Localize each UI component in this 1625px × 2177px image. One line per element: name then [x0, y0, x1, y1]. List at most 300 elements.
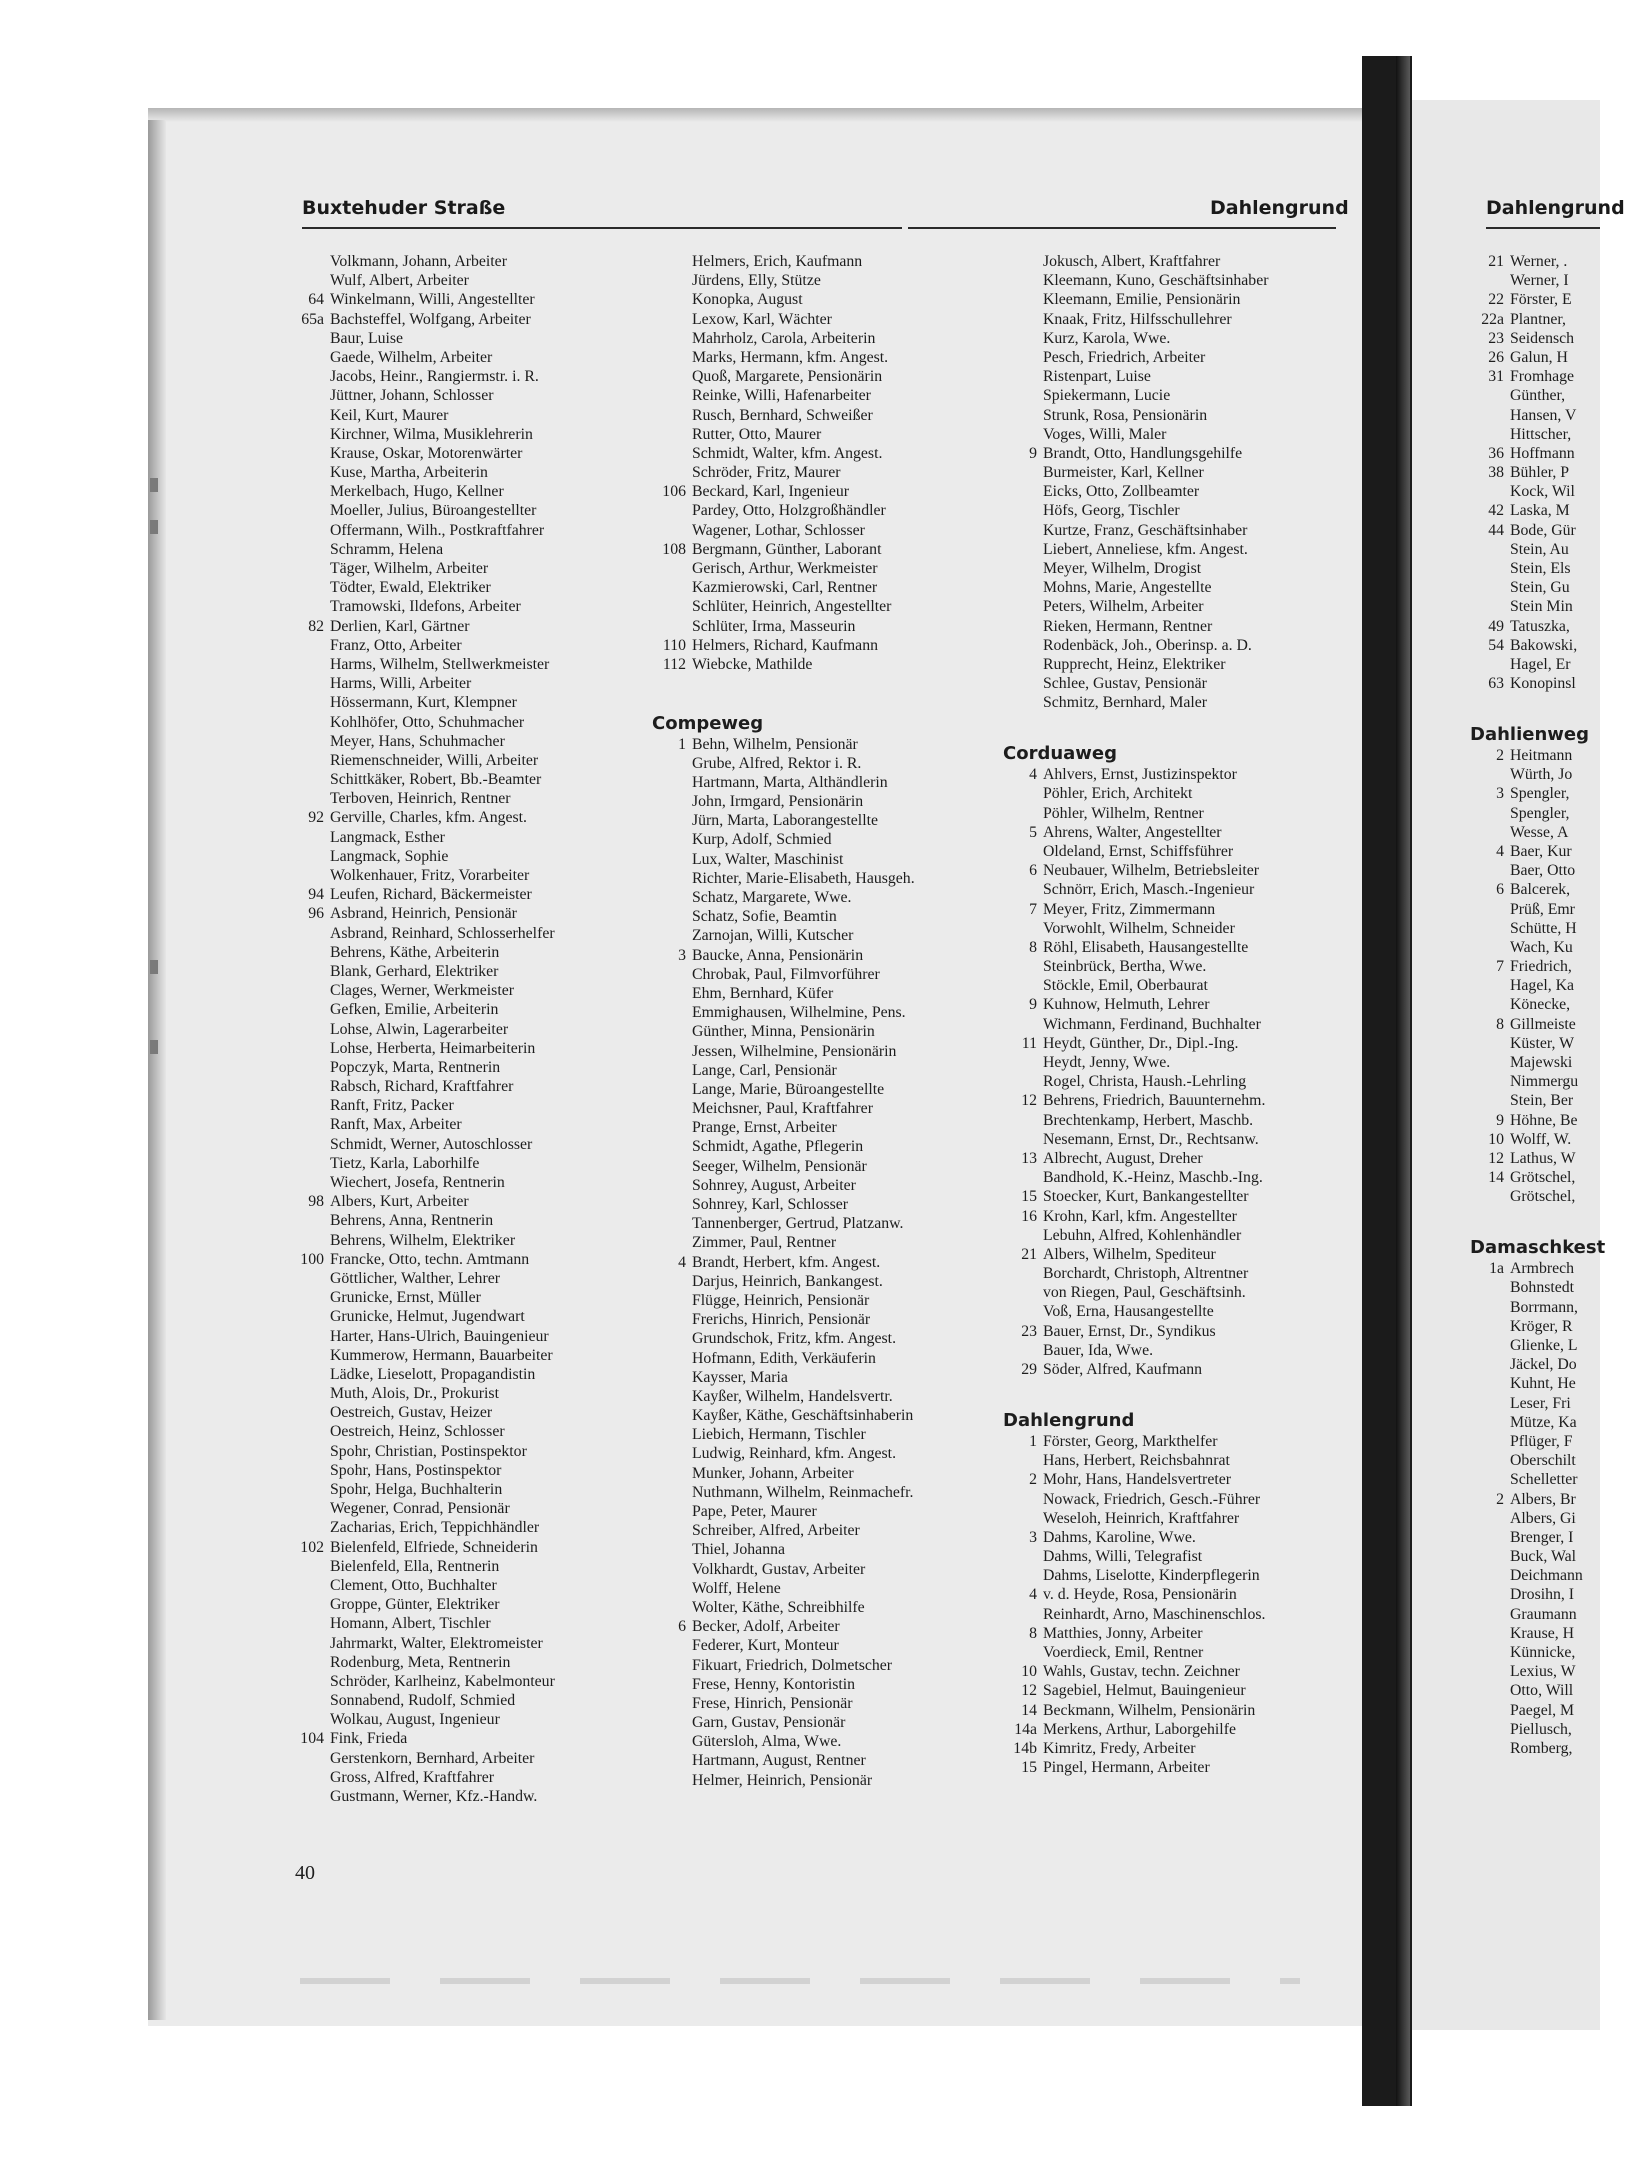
- directory-entry: [1003, 252, 1321, 271]
- resident-entry: Seidensch: [1510, 329, 1575, 347]
- directory-entry: [652, 1598, 970, 1617]
- resident-entry: Brenger, I: [1510, 1528, 1574, 1546]
- resident-entry: Hofmann, Edith, Verkäuferin: [692, 1349, 876, 1367]
- street-heading: Dahlienweg: [1470, 724, 1589, 746]
- resident-entry: Heydt, Günther, Dr., Dipl.-Ing.: [1043, 1034, 1239, 1052]
- house-number: 3: [678, 946, 686, 964]
- resident-entry: Gefken, Emilie, Arbeiterin: [330, 1001, 499, 1019]
- resident-entry: Pesch, Friedrich, Arbeiter: [1043, 348, 1206, 366]
- resident-entry: Bielenfeld, Ella, Rentnerin: [330, 1557, 500, 1575]
- resident-entry: Bandhold, K.-Heinz, Maschb.-Ing.: [1043, 1169, 1263, 1187]
- resident-entry: Voges, Willi, Maler: [1043, 425, 1167, 443]
- directory-entry: [290, 1768, 608, 1787]
- directory-entry: [652, 655, 970, 674]
- resident-entry: Krohn, Karl, kfm. Angestellter: [1043, 1207, 1237, 1225]
- resident-entry: Reinke, Willi, Hafenarbeiter: [692, 387, 871, 405]
- book-gutter-edge: [1396, 56, 1410, 2106]
- directory-entry: [652, 1502, 970, 1521]
- resident-entry: Günther,: [1510, 387, 1566, 405]
- directory-entry: [290, 1192, 608, 1211]
- resident-entry: Schlüter, Irma, Masseurin: [692, 617, 856, 635]
- directory-entry: [1003, 1360, 1321, 1379]
- directory-entry: [1003, 1341, 1321, 1360]
- house-number: 96: [308, 905, 324, 923]
- resident-entry: Kuse, Martha, Arbeiterin: [330, 464, 488, 482]
- resident-entry: Volkhardt, Gustav, Arbeiter: [692, 1560, 866, 1578]
- resident-entry: Ehm, Bernhard, Küfer: [692, 984, 834, 1002]
- resident-entry: Plantner,: [1510, 310, 1566, 328]
- resident-entry: Langmack, Esther: [330, 828, 445, 846]
- directory-entry: [1003, 540, 1321, 559]
- resident-entry: Gillmeiste: [1510, 1015, 1576, 1033]
- resident-entry: Göttlicher, Walther, Lehrer: [330, 1269, 500, 1287]
- directory-entry: [1003, 655, 1321, 674]
- resident-entry: Offermann, Wilh., Postkraftfahrer: [330, 521, 545, 539]
- directory-entry: [652, 1061, 970, 1080]
- resident-entry: Kohlhöfer, Otto, Schuhmacher: [330, 713, 525, 731]
- resident-entry: Wolff, W.: [1510, 1130, 1572, 1148]
- directory-entry: [1003, 1264, 1321, 1283]
- directory-entry: [290, 636, 608, 655]
- resident-entry: Clages, Werner, Werkmeister: [330, 982, 514, 1000]
- directory-entry: [1470, 540, 1600, 559]
- house-number: 104: [300, 1730, 324, 1748]
- resident-entry: Graumann: [1510, 1605, 1577, 1623]
- resident-entry: Neubauer, Wilhelm, Betriebsleiter: [1043, 862, 1260, 880]
- house-number: 92: [308, 809, 324, 827]
- resident-entry: Rusch, Bernhard, Schweißer: [692, 406, 873, 424]
- directory-entry: [652, 1521, 970, 1540]
- directory-entry: [652, 406, 970, 425]
- house-number: 102: [300, 1538, 324, 1556]
- directory-entry: [652, 1732, 970, 1751]
- directory-entry: [1470, 1336, 1600, 1355]
- house-number: 98: [308, 1193, 324, 1211]
- resident-entry: von Riegen, Paul, Geschäftsinh.: [1043, 1284, 1246, 1302]
- directory-entry: [1003, 1130, 1321, 1149]
- directory-entry: [1003, 880, 1321, 899]
- resident-entry: Frerichs, Hinrich, Pensionär: [692, 1311, 871, 1329]
- directory-entry: [652, 1176, 970, 1195]
- resident-entry: Harter, Hans-Ulrich, Bauingenieur: [330, 1327, 549, 1345]
- directory-entry: [290, 981, 608, 1000]
- directory-entry: [652, 1636, 970, 1655]
- directory-entry: [1003, 1207, 1321, 1226]
- resident-entry: Federer, Kurt, Monteur: [692, 1637, 839, 1655]
- resident-entry: Popczyk, Marta, Rentnerin: [330, 1058, 501, 1076]
- directory-entry: [1003, 1758, 1321, 1777]
- resident-entry: Reinhardt, Arno, Maschinenschlos.: [1043, 1605, 1266, 1623]
- resident-entry: Schittkäker, Robert, Bb.-Beamter: [330, 771, 542, 789]
- directory-entry: [1003, 1528, 1321, 1547]
- directory-entry: [290, 1576, 608, 1595]
- directory-entry: [1003, 578, 1321, 597]
- house-number: 4: [1029, 766, 1037, 784]
- resident-entry: Bielenfeld, Elfriede, Schneiderin: [330, 1538, 538, 1556]
- resident-entry: Franz, Otto, Arbeiter: [330, 636, 462, 654]
- directory-entry: [1003, 1072, 1321, 1091]
- resident-entry: Hansen, V: [1510, 406, 1577, 424]
- house-number: 106: [662, 483, 686, 501]
- directory-entry: [1470, 1720, 1600, 1739]
- house-number: 3: [1496, 785, 1504, 803]
- directory-entry: [652, 888, 970, 907]
- directory-entry: [1470, 1317, 1600, 1336]
- directory-entry: [1470, 1053, 1600, 1072]
- resident-entry: Volkmann, Johann, Arbeiter: [330, 253, 507, 270]
- resident-entry: Gustmann, Werner, Kfz.-Handw.: [330, 1788, 538, 1805]
- resident-entry: Spengler,: [1510, 785, 1570, 803]
- resident-entry: Stein, Ber: [1510, 1092, 1574, 1110]
- directory-entry: [652, 1291, 970, 1310]
- directory-entry: [652, 559, 970, 578]
- directory-entry: [1470, 1298, 1600, 1317]
- directory-entry: [652, 1771, 970, 1790]
- page-number: 40: [295, 1862, 315, 1884]
- resident-entry: Bode, Gür: [1510, 521, 1576, 539]
- directory-entry: [1470, 976, 1600, 995]
- resident-entry: Förster, Georg, Markthelfer: [1043, 1432, 1218, 1450]
- directory-entry: [1003, 784, 1321, 803]
- directory-entry: [652, 1694, 970, 1713]
- resident-entry: Jokusch, Albert, Kraftfahrer: [1043, 253, 1221, 270]
- directory-entry: [652, 1214, 970, 1233]
- directory-entry: [1470, 271, 1600, 290]
- directory-entry: [1470, 804, 1600, 823]
- street-heading: Dahlengrund: [1003, 1409, 1135, 1431]
- directory-entry: [1003, 1322, 1321, 1341]
- directory-entry: [1470, 1566, 1600, 1585]
- resident-entry: Dahms, Willi, Telegrafist: [1043, 1548, 1203, 1566]
- resident-entry: Laska, M: [1510, 502, 1570, 520]
- resident-entry: Söder, Alfred, Kaufmann: [1043, 1361, 1203, 1379]
- resident-entry: Frese, Henny, Kontoristin: [692, 1675, 856, 1693]
- directory-entry: [290, 1499, 608, 1518]
- resident-entry: Schröder, Fritz, Maurer: [692, 464, 841, 482]
- resident-entry: Schmidt, Agathe, Pflegerin: [692, 1138, 864, 1156]
- directory-entry: [1470, 1187, 1600, 1206]
- resident-entry: Wolff, Helene: [692, 1579, 781, 1597]
- directory-entry: [1003, 1245, 1321, 1264]
- house-number: 13: [1021, 1149, 1037, 1167]
- resident-entry: Kummerow, Hermann, Bauarbeiter: [330, 1346, 553, 1364]
- house-number: 6: [1029, 862, 1037, 880]
- directory-entry: [1003, 463, 1321, 482]
- directory-entry: [1003, 1187, 1321, 1206]
- resident-entry: Steinbrück, Bertha, Wwe.: [1043, 958, 1207, 976]
- resident-entry: Lexius, W: [1510, 1663, 1576, 1681]
- resident-entry: Kayßer, Wilhelm, Handelsvertr.: [692, 1387, 893, 1405]
- resident-entry: Krause, Oskar, Motorenwärter: [330, 444, 523, 462]
- resident-entry: Brandt, Otto, Handlungsgehilfe: [1043, 444, 1243, 462]
- directory-entry: [652, 1195, 970, 1214]
- directory-entry: [652, 1329, 970, 1348]
- directory-entry: [1003, 1432, 1321, 1451]
- resident-entry: Kuhnow, Helmuth, Lehrer: [1043, 996, 1210, 1014]
- directory-column-3: [1003, 252, 1321, 1777]
- house-number: 22a: [1481, 310, 1504, 328]
- directory-entry: [652, 1310, 970, 1329]
- resident-entry: Bakowski,: [1510, 636, 1578, 654]
- directory-entry: [652, 578, 970, 597]
- directory-entry: [1003, 290, 1321, 309]
- resident-entry: Langmack, Sophie: [330, 847, 449, 865]
- resident-entry: v. d. Heyde, Rosa, Pensionärin: [1043, 1586, 1237, 1604]
- resident-entry: Voerdieck, Emil, Rentner: [1043, 1644, 1204, 1661]
- directory-entry: [290, 290, 608, 309]
- directory-entry: [652, 869, 970, 888]
- resident-entry: Wichmann, Ferdinand, Buchhalter: [1043, 1015, 1261, 1033]
- resident-entry: Grunicke, Ernst, Müller: [330, 1289, 481, 1307]
- resident-entry: Wagener, Lothar, Schlosser: [692, 521, 865, 539]
- house-number: 94: [308, 886, 324, 904]
- directory-entry: [652, 386, 970, 405]
- house-number: 22: [1488, 291, 1504, 309]
- directory-entry: [290, 1634, 608, 1653]
- resident-entry: Schlee, Gustav, Pensionär: [1043, 675, 1207, 693]
- directory-entry: [652, 1022, 970, 1041]
- directory-entry: [1470, 444, 1600, 463]
- directory-entry: [652, 521, 970, 540]
- directory-entry: [1470, 919, 1600, 938]
- directory-entry: [290, 1154, 608, 1173]
- resident-entry: Wach, Ku: [1510, 938, 1573, 956]
- directory-entry: [1470, 823, 1600, 842]
- running-head-next-page: Dahlengrund: [1486, 197, 1625, 219]
- directory-entry: [1470, 1394, 1600, 1413]
- resident-entry: Kurz, Karola, Wwe.: [1043, 329, 1171, 347]
- resident-entry: Bergmann, Günther, Laborant: [692, 540, 882, 558]
- resident-entry: Förster, E: [1510, 291, 1572, 309]
- house-number: 36: [1488, 444, 1504, 462]
- directory-entry: [652, 1387, 970, 1406]
- house-number: 38: [1488, 464, 1504, 482]
- directory-entry: [290, 943, 608, 962]
- house-number: 110: [662, 636, 686, 654]
- directory-entry: [1470, 367, 1600, 386]
- directory-entry: [1470, 1015, 1600, 1034]
- house-number: 10: [1021, 1663, 1037, 1681]
- directory-entry: [1003, 995, 1321, 1014]
- directory-entry: [1470, 386, 1600, 405]
- directory-entry: [652, 830, 970, 849]
- directory-entry: [290, 1595, 608, 1614]
- directory-entry: [290, 1614, 608, 1633]
- directory-entry: [290, 482, 608, 501]
- resident-entry: Stöckle, Emil, Oberbaurat: [1043, 977, 1208, 995]
- house-number: 100: [300, 1250, 324, 1268]
- resident-entry: Meyer, Wilhelm, Drogist: [1043, 560, 1202, 577]
- resident-entry: Balcerek,: [1510, 881, 1571, 899]
- resident-entry: Helmers, Richard, Kaufmann: [692, 636, 878, 654]
- directory-entry: [1470, 1451, 1600, 1470]
- resident-entry: Schröder, Karlheinz, Kabelmonteur: [330, 1672, 555, 1690]
- resident-entry: Glienke, L: [1510, 1337, 1578, 1354]
- resident-entry: Pingel, Hermann, Arbeiter: [1043, 1759, 1210, 1777]
- directory-entry: [290, 828, 608, 847]
- directory-entry: [290, 732, 608, 751]
- resident-entry: Grundschok, Fritz, kfm. Angest.: [692, 1330, 897, 1348]
- resident-entry: Tödter, Ewald, Elektriker: [330, 579, 491, 597]
- resident-entry: Lathus, W: [1510, 1149, 1576, 1167]
- directory-entry: [290, 501, 608, 520]
- directory-entry: [1470, 348, 1600, 367]
- directory-entry: [290, 904, 608, 923]
- directory-entry: [290, 1729, 608, 1748]
- directory-entry: [290, 885, 608, 904]
- resident-entry: Lädke, Lieselott, Propagandistin: [330, 1365, 536, 1383]
- directory-entry: [1003, 406, 1321, 425]
- directory-entry: [652, 1540, 970, 1559]
- directory-entry: [1003, 1624, 1321, 1643]
- directory-entry: [1003, 861, 1321, 880]
- directory-entry: [652, 444, 970, 463]
- house-number: 6: [1496, 881, 1504, 899]
- directory-entry: [652, 773, 970, 792]
- directory-entry: [1003, 674, 1321, 693]
- left-page-edge: [148, 120, 166, 2020]
- resident-entry: Lux, Walter, Maschinist: [692, 850, 844, 868]
- directory-entry: [1470, 1470, 1600, 1489]
- resident-entry: Kayßer, Käthe, Geschäftsinhaberin: [692, 1407, 914, 1425]
- directory-entry: [290, 674, 608, 693]
- directory-entry: [1470, 617, 1600, 636]
- directory-entry: [290, 847, 608, 866]
- resident-entry: Hartmann, Marta, Althändlerin: [692, 773, 888, 791]
- house-number: 21: [1021, 1245, 1037, 1263]
- house-number: 4: [1496, 842, 1504, 860]
- resident-entry: Würth, Jo: [1510, 766, 1573, 784]
- house-number: 5: [1029, 823, 1037, 841]
- resident-entry: Buck, Wal: [1510, 1548, 1577, 1566]
- directory-entry: [1470, 1509, 1600, 1528]
- resident-entry: Brandt, Herbert, kfm. Angest.: [692, 1253, 881, 1271]
- directory-entry: [290, 1384, 608, 1403]
- house-number: 64: [308, 291, 324, 309]
- directory-entry: [1003, 1053, 1321, 1072]
- directory-entry: [1470, 995, 1600, 1014]
- header-rule: [908, 227, 1336, 229]
- resident-entry: Helmers, Erich, Kaufmann: [692, 253, 863, 270]
- header-rule: [1486, 227, 1600, 229]
- directory-entry: [290, 1288, 608, 1307]
- directory-entry: [1003, 1302, 1321, 1321]
- directory-entry: [652, 811, 970, 830]
- resident-entry: Clement, Otto, Buchhalter: [330, 1576, 497, 1594]
- house-number: 26: [1488, 348, 1504, 366]
- resident-entry: Meichsner, Paul, Kraftfahrer: [692, 1100, 873, 1118]
- directory-entry: [652, 540, 970, 559]
- directory-entry: [290, 425, 608, 444]
- directory-entry: [1003, 1720, 1321, 1739]
- resident-entry: Lebuhn, Alfred, Kohlenhändler: [1043, 1226, 1242, 1244]
- directory-entry: [290, 770, 608, 789]
- resident-entry: Vorwohlt, Wilhelm, Schneider: [1043, 919, 1235, 937]
- resident-entry: Matthies, Jonny, Arbeiter: [1043, 1624, 1203, 1642]
- resident-entry: Sagebiel, Helmut, Bauingenieur: [1043, 1682, 1246, 1700]
- house-number: 9: [1029, 996, 1037, 1014]
- directory-entry: [1003, 1681, 1321, 1700]
- directory-entry: [1470, 597, 1600, 616]
- resident-entry: Rogel, Christa, Haush.-Lehrling: [1043, 1073, 1247, 1091]
- resident-entry: Kurtze, Franz, Geschäftsinhaber: [1043, 521, 1248, 539]
- resident-entry: Baer, Kur: [1510, 842, 1572, 860]
- directory-entry: [652, 1425, 970, 1444]
- directory-entry: [1470, 900, 1600, 919]
- directory-entry: [1003, 1283, 1321, 1302]
- directory-entry: [290, 348, 608, 367]
- resident-entry: Röhl, Elisabeth, Hausangestellte: [1043, 938, 1249, 956]
- directory-entry: [1003, 842, 1321, 861]
- house-number: 3: [1029, 1528, 1037, 1546]
- house-number: 4: [1029, 1586, 1037, 1604]
- resident-entry: Zarnojan, Willi, Kutscher: [692, 927, 854, 945]
- directory-entry: [1470, 1739, 1600, 1758]
- directory-entry: [290, 1327, 608, 1346]
- resident-entry: Terboven, Heinrich, Rentner: [330, 790, 511, 808]
- resident-entry: Keil, Kurt, Maurer: [330, 406, 449, 424]
- resident-entry: Harms, Willi, Arbeiter: [330, 675, 472, 693]
- resident-entry: Behrens, Anna, Rentnerin: [330, 1212, 494, 1230]
- directory-entry: [652, 425, 970, 444]
- directory-entry: [290, 1077, 608, 1096]
- directory-entry: [1470, 559, 1600, 578]
- house-number: 42: [1488, 502, 1504, 520]
- directory-entry: [1003, 425, 1321, 444]
- directory-entry: [290, 1058, 608, 1077]
- directory-entry: [290, 271, 608, 290]
- directory-entry: [652, 367, 970, 386]
- resident-entry: Quoß, Margarete, Pensionärin: [692, 368, 883, 386]
- directory-entry: [1003, 957, 1321, 976]
- resident-entry: Hoffmann: [1510, 444, 1575, 462]
- directory-entry: [652, 1042, 970, 1061]
- house-number: 8: [1029, 938, 1037, 956]
- directory-entry: [1470, 861, 1600, 880]
- resident-entry: Marks, Hermann, kfm. Angest.: [692, 348, 889, 366]
- resident-entry: Prüß, Emr: [1510, 900, 1575, 918]
- resident-entry: Eicks, Otto, Zollbeamter: [1043, 483, 1200, 501]
- resident-entry: Albers, Wilhelm, Spediteur: [1043, 1245, 1216, 1263]
- resident-entry: Stein, Els: [1510, 560, 1571, 577]
- resident-entry: Blank, Gerhard, Elektriker: [330, 962, 499, 980]
- resident-entry: Gütersloh, Alma, Wwe.: [692, 1733, 842, 1751]
- resident-entry: Höfs, Georg, Tischler: [1043, 502, 1180, 520]
- directory-entry: [290, 252, 608, 271]
- resident-entry: Tatuszka,: [1510, 617, 1570, 635]
- directory-entry: [652, 735, 970, 754]
- resident-entry: Dahms, Liselotte, Kinderpflegerin: [1043, 1567, 1260, 1585]
- resident-entry: Albrecht, August, Dreher: [1043, 1149, 1203, 1167]
- resident-entry: Jäckel, Do: [1510, 1356, 1577, 1374]
- resident-entry: Sohnrey, Karl, Schlosser: [692, 1196, 849, 1214]
- directory-entry: [290, 1039, 608, 1058]
- directory-entry: [1003, 1566, 1321, 1585]
- directory-entry: [1003, 1643, 1321, 1662]
- directory-entry: [1003, 976, 1321, 995]
- house-number: 15: [1021, 1759, 1037, 1777]
- running-head-right: Dahlengrund: [1210, 197, 1349, 219]
- directory-entry: [1003, 693, 1321, 712]
- resident-entry: Wulf, Albert, Arbeiter: [330, 272, 469, 290]
- directory-entry: [290, 1422, 608, 1441]
- house-number: 8: [1029, 1624, 1037, 1642]
- resident-entry: Pflüger, F: [1510, 1432, 1573, 1450]
- resident-entry: Dahms, Karoline, Wwe.: [1043, 1528, 1196, 1546]
- resident-entry: Zimmer, Paul, Rentner: [692, 1234, 837, 1252]
- resident-entry: Deichmann: [1510, 1567, 1583, 1585]
- directory-entry: [290, 310, 608, 329]
